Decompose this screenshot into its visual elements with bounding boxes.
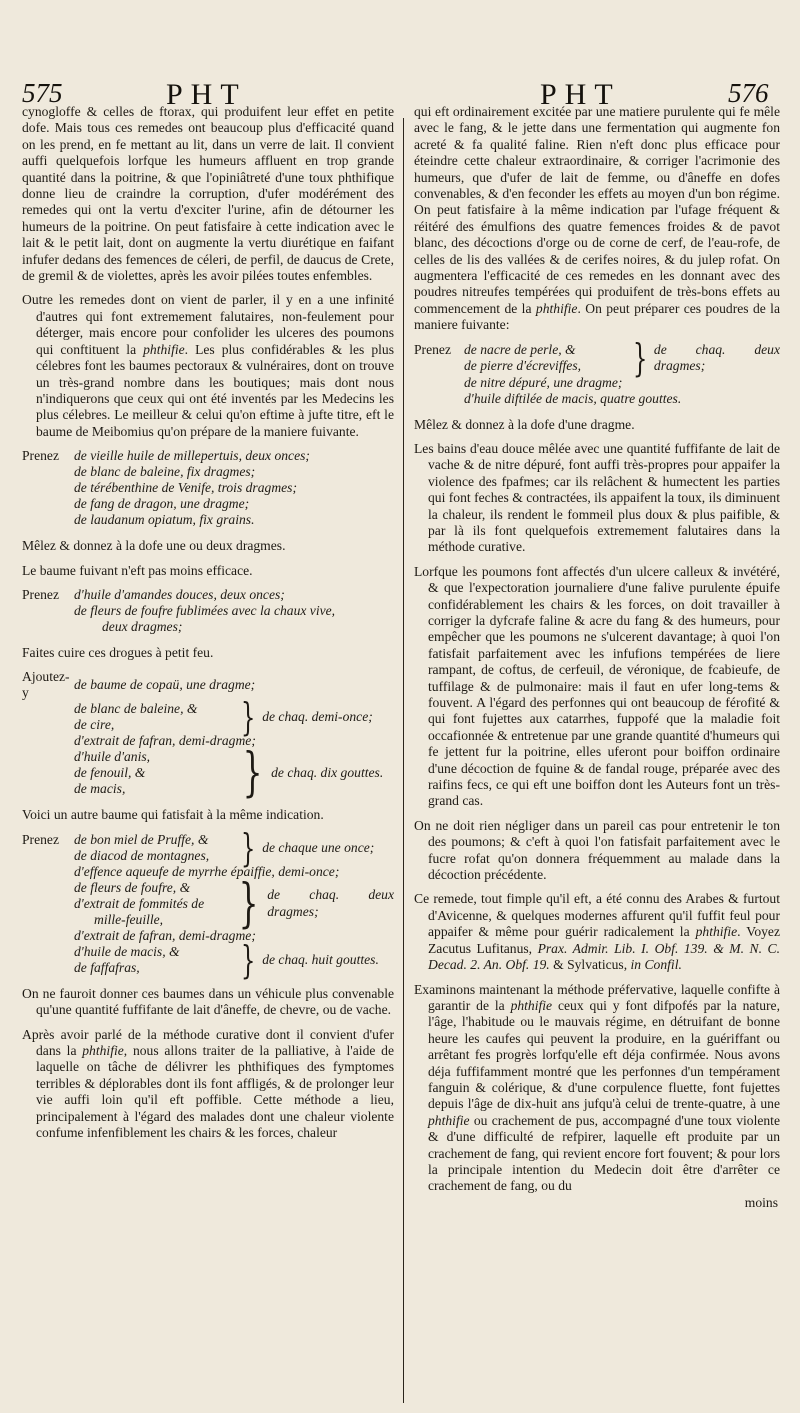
ingredient: de fleurs de foufre, & — [74, 879, 191, 895]
ingredient: de fang de dragon, une dragme; — [74, 496, 250, 512]
dose-note: de chaq. deux dragmes; — [267, 887, 394, 919]
ingredient: d'huile d'anis, — [74, 749, 151, 765]
paragraph: Mêlez & donnez à la dofe une ou deux dragmes. — [22, 538, 286, 554]
recipe-lead: Prenez — [22, 448, 59, 464]
recipe-lead: Prenez — [22, 831, 59, 847]
ingredient: de macis, — [74, 781, 126, 797]
ingredient: de fenouil, & — [74, 765, 146, 781]
ingredient: de vieille huile de millepertuis, deux onces; — [74, 448, 310, 464]
dose-note: de chaque une once; — [262, 839, 375, 855]
ingredient: d'huile diftilée de macis, quatre gouttes. — [464, 390, 682, 406]
right-column — [414, 104, 780, 1211]
catchword: moins — [744, 1194, 778, 1210]
left-column — [22, 104, 394, 1149]
paragraph: Lorfque les poumons font affectés d'un ulcere calleux & invétéré, & que l'expectoration journaliere d'une falive purulente épuife confidérablement les chairs & les forces, on doit travailler à corriger la dyfcrafe faline & acre du fang & des humeurs, pour empêcher que les poumons ne s'ulcerent davantage; à quoi l'on fatisfait parfaitement avec les infufions tempérées de liere rampant, de coftus, de cerfeuil, de véronique, de fcabieufe, de tuffilage & de pulmonaire: mais il faut en ufer long-tems & fouvent. A l'égard des perfonnes qui ont beaucoup de férofité & qui font fujettes aux catarrhes, fuppofé que la maladie foit occafionnée & entretenue par une grande quantité d'humeurs qui fe jettent fur la poitrine, elles uferont pour boiffon ordinaire d'une décoction de fquine & de fandal rouge, préparée avec des raifins fecs, ce qui eft une boiffon dont les Auteurs font un très-grand cas. — [414, 563, 780, 809]
paragraph: Faites cuire ces drogues à petit feu. — [22, 644, 214, 660]
brace-icon: } — [240, 937, 256, 982]
ingredient: de pierre d'écreviffes, — [464, 358, 582, 374]
ingredient: d'huile d'amandes douces, deux onces; — [74, 586, 285, 602]
paragraph: On ne fauroit donner ces baumes dans un véhicule plus convenable qu'une quantité fuffifante de lait d'âneffe, de chevre, ou de vache. — [22, 985, 394, 1018]
dose-note: de chaq. demi-once; — [262, 709, 373, 725]
column-divider — [403, 118, 404, 1403]
dose-note: de chaq. deux dragmes; — [653, 341, 780, 374]
ingredient-group — [22, 695, 394, 740]
ingredient: deux dragmes; — [102, 618, 183, 634]
ingredient: de térébenthine de Venife, trois dragmes; — [74, 480, 297, 496]
brace-icon: } — [238, 873, 259, 934]
ingredient-group — [414, 336, 780, 381]
ingredient: d'effence aqueufe de myrrhe épaiffie, demi-once; — [74, 863, 340, 879]
ingredient: de nitre dépuré, une dragme; — [464, 374, 623, 390]
ingredient: de bon miel de Pruffe, & — [74, 831, 209, 847]
brace-icon: } — [240, 825, 256, 870]
ingredient: de blanc de baleine, & — [74, 701, 198, 717]
paragraph: qui eft ordinairement excitée par une matiere purulente qui fe mêle avec le fang, & le jette dans une fermentation qui augmente fon acreté & fa qualité faline. Rien n'eft donc plus efficace pour éteindre cette chaleur extraordinaire, & corriger l'acrimonie des humeurs, que d'ufer de lait de femme, ou d'âneffe en dofes convenables, & d'en feconder les effets au moyen d'un bon régime. On peut fatisfaire à la même indication par l'ufage fréquent & réitéré des émulfions des quatre femences froides & de pavot blanc, des décoctions d'orge ou de corne de cerf, de l'eau-rofe, de celles de lis des vallées & de cerifes noires, & du julep rofat. On augmentera l'efficacité de ces remedes en les donnant avec des poudres nitreufes tempérées qui produifent de très-bons effets au commencement de la phthifie. On peut préparer ces poudres de la maniere fuivante: — [414, 104, 780, 333]
paragraph: Ce remede, tout fimple qu'il eft, a été connu des Arabes & furtout d'Avicenne, & quelques modernes affurent qu'il fuffit feul pour appaifer & même pour guérir radicalement la phthifie. Voyez Zacutus Lufitanus, Prax. Admir. Lib. I. Obf. 139. & M. N. C. Decad. 2. An. Obf. 19. & Sylvaticus, in Confil. — [414, 891, 781, 973]
ingredient: de nacre de perle, & — [464, 342, 576, 358]
recipe-lead: Prenez — [414, 342, 451, 358]
ingredient-group — [22, 873, 394, 934]
brace-icon: } — [240, 695, 256, 740]
left-running-head: PHT — [166, 78, 247, 111]
recipe — [22, 825, 394, 982]
paragraph: Voici un autre baume qui fatisfait à la même indication. — [22, 807, 324, 823]
paragraph: Examinons maintenant la méthode préfervative, laquelle confifte à garantir de la phthifie ceux qui y font difpofés par la nature, l'âge, l'habitude ou le mauvais régime, en détruifant de bonne heure les caufes qui peuvent la produire, en la guériffant ou arrêtant fes progrès lorfqu'elle eft déja confirmée. Nous avons déja fuffifamment montré que les perfonnes d'un tempérament fanguin & colérique, & d'une corpulence fluette, font fujettes depuis l'âge de dix-huit ans jufqu'à celui de trente-quatre, à une phthifie ou crachement de pus, accompagné d'une toux violente & d'une difficulté de refpirer, laquelle eft produite par un crachement de fang, qui revient encore fort fouvent; & pour lors la principale intention du Medecin doit être d'arrêter ce crachement de fang, ou du — [414, 981, 780, 1194]
ingredient: d'extrait de fafran, demi-dragme; — [74, 733, 256, 749]
paragraph: Après avoir parlé de la méthode curative dont il convient d'ufer dans la phthifie, nous allons traiter de la palliative, à l'aide de laquelle on tâche de délivrer les phthifiques des fymptomes terribles & déplorables dont ils font affligés, & de prolonger leur vie auffi loin qu'il eft poffible. Cette méthode a lieu, principalement à l'égard des malades dont une chaleur violente confume infenfiblement les chairs & les forces, chaleur — [22, 1026, 394, 1140]
ingredient: de blanc de baleine, fix dragmes; — [74, 464, 256, 480]
ingredient: de faffafras, — [74, 959, 140, 975]
paragraph: Mêlez & donnez à la dofe d'une dragme. — [414, 416, 635, 432]
paragraph: cynogloffe & celles de ftorax, qui produifent leur effet en petite dofe. Mais tous ces remedes ont beaucoup plus d'efficacité quand on les prend, en fe mettant au lit, dans un verre de lait. Il convient auffi quelquefois lorfque les humeurs affluent en trop grande quantité dans la poitrine, & que l'opiniâtreté d'une toux phthifique donne lieu de craindre la corruption, d'ufer modérément des remedes qui ont la vertu d'exciter l'urine, afin de détourner les humeurs de la poitrine. On peut fatisfaire à cette indication avec le lait & le petit lait, dont on augmente la vertu diurétique en faifant infufer dedans des femences de céleri, de perfil, de daucus de Crete, de gremil & de violettes, après les avoir pilées toutes enfembles. — [22, 104, 394, 284]
ingredient: de fleurs de foufre fublimées avec la chaux vive, — [74, 602, 336, 618]
recipe — [22, 448, 394, 528]
recipe-lead: Prenez — [22, 586, 59, 602]
right-running-head: PHT — [540, 78, 621, 111]
paragraph: On ne doit rien négliger dans un pareil cas pour entretenir le ton des poumons; & c'eft à quoi l'on fatisfait parfaitement avec le fucre rofat qu'on donnera fréquemment au malade dans la décoction précédente. — [414, 817, 780, 883]
recipe-lead: Ajoutez-y — [22, 669, 70, 701]
ingredient: d'huile de macis, & — [74, 943, 180, 959]
ingredient: d'extrait de fafran, demi-dragme; — [74, 927, 256, 943]
right-page-number: 576 — [728, 78, 769, 108]
brace-icon: } — [242, 743, 263, 804]
recipe — [22, 587, 394, 635]
left-page-number: 575 — [22, 78, 63, 108]
ingredient: de cire, — [74, 717, 115, 733]
ingredient: d'extrait de fommités de — [74, 895, 205, 911]
ingredient-group — [22, 825, 394, 870]
ingredient: mille-feuille, — [94, 911, 164, 927]
recipe — [414, 336, 780, 407]
brace-icon: } — [632, 336, 648, 381]
ingredient: de diacod de montagnes, — [74, 847, 210, 863]
ingredient: de laudanum opiatum, fix grains. — [74, 512, 255, 528]
paragraph: Le baume fuivant n'eft pas moins efficace. — [22, 562, 253, 578]
ingredient-group — [22, 937, 394, 982]
paragraph: Outre les remedes dont on vient de parler, il y en a une infinité d'autres qui font extremement falutaires, non-feulement pour déterger, mais encore pour confolider les ulceres des poumons qui conftituent la phthifie. Les plus confidérables & les plus célebres font les baumes pectoraux & vulnéraires, dont on trouve un très-grand nombre dans les boutiques; mais dont nous n'indiquerons que ceux qui ont été inventés par les Medecins les plus célebres. Le meilleur & celui qu'on eftime à jufte titre, eft le baume de Meibomius qu'on prépare de la maniere fuivante. — [22, 292, 395, 439]
dose-note: de chaq. huit gouttes. — [262, 951, 379, 967]
ingredient: de baume de copaü, une dragme; — [74, 677, 256, 693]
paragraph: Les bains d'eau douce mêlée avec une quantité fuffifante de lait de vache & de nitre dépuré, font auffi très-propres pour appaifer la violence des fpafmes; car ils relâchent & humectent les parties qui font feches & contractées, ils appaifent la toux, ils diminuent la chaleur, ils rendent le fommeil plus doux & plus paifible, & par là ils font quelquefois extremement falutaires dans la méthode curative. — [414, 440, 780, 555]
dose-note: de chaq. dix gouttes. — [271, 765, 384, 781]
ingredient-group — [22, 743, 394, 804]
recipe — [22, 669, 394, 804]
